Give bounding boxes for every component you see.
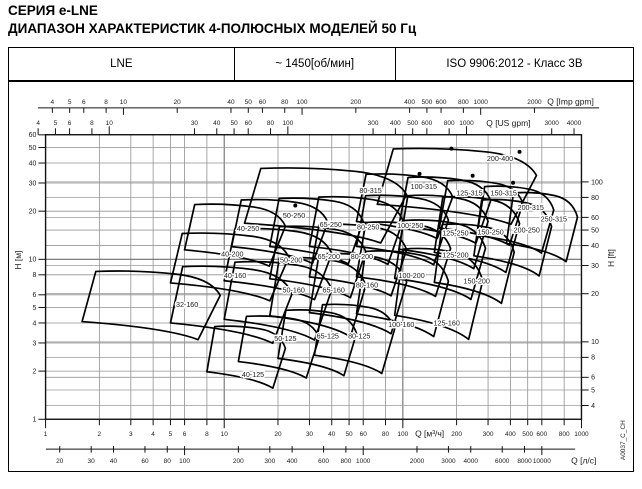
- us-gpm-tick-label: 300: [367, 119, 379, 127]
- pump-label-100-315: 100-315: [410, 182, 437, 191]
- bottom-l-tick-label: 400: [286, 458, 298, 466]
- curve-marker-dot: [471, 174, 475, 178]
- imp-gpm-tick-label: 6: [81, 98, 86, 106]
- pump-label-250-315: 250-315: [540, 215, 567, 224]
- header-cell-speed: ~ 1450[об/мин]: [234, 48, 396, 80]
- us-gpm-tick-label: 3000: [544, 119, 559, 127]
- imp-gpm-tick-label: 600: [435, 98, 447, 106]
- us-gpm-tick-label: 100: [282, 119, 294, 127]
- us-gpm-tick-label: 10: [105, 119, 113, 127]
- bottom-l-tick-label: 8000: [517, 458, 532, 466]
- bottom-m3h-tick-label: 300: [482, 431, 494, 439]
- left-axis-tick-label: 8: [32, 272, 37, 280]
- bottom-m3h-tick-label: 2: [97, 431, 102, 439]
- bottom-m3h-tick-label: 8: [205, 431, 209, 439]
- left-axis-tick-label: 5: [32, 304, 37, 312]
- header-cell-model: LNE: [110, 58, 133, 70]
- us-gpm-tick-label: 800: [443, 119, 455, 127]
- header-cell-standard: ISO 9906:2012 - Класс 3В: [446, 58, 583, 70]
- imp-gpm-tick-label: 100: [296, 98, 308, 106]
- us-gpm-tick-label: 40: [213, 119, 221, 127]
- right-axis-tick-label: 80: [591, 194, 599, 202]
- range-chart-svg: [9, 82, 633, 471]
- right-axis-tick-label: 30: [591, 262, 599, 270]
- imp-gpm-tick-label: 2000: [527, 98, 542, 106]
- right-axis-tick-label: 4: [591, 402, 596, 410]
- imp-gpm-tick-label: 60: [258, 98, 267, 106]
- pump-label-80-160: 80-160: [355, 281, 379, 290]
- curve-marker-dot: [449, 147, 453, 151]
- pump-label-40-200: 40-200: [221, 250, 244, 259]
- pump-label-32-160: 32-160: [175, 301, 199, 310]
- drawing-code: A0037_C_CH: [620, 420, 628, 461]
- bottom-l-tick-label: 80: [163, 458, 171, 466]
- pump-label-40-250: 40-250: [236, 224, 260, 233]
- bottom-l-tick-label: 800: [340, 458, 352, 466]
- left-axis-tick-label: 2: [32, 368, 37, 376]
- pump-label-80-315: 80-315: [359, 186, 382, 195]
- pump-label-125-160: 125-160: [433, 319, 460, 328]
- bottom-m3h-tick-label: 6: [182, 431, 187, 439]
- pump-label-50-125: 50-125: [274, 334, 297, 343]
- bottom-l-tick-label: 4000: [463, 458, 478, 466]
- us-gpm-tick-label: 30: [190, 119, 199, 127]
- imp-gpm-axis-title: Q [Imp gpm]: [547, 96, 594, 107]
- pump-label-80-250: 80-250: [357, 223, 380, 232]
- right-axis-tick-label: 60: [591, 214, 599, 222]
- bottom-l-tick-label: 30: [87, 458, 95, 466]
- pump-label-50-200: 50-200: [279, 256, 303, 265]
- left-axis-tick-label: 50: [28, 144, 37, 152]
- bottom-l-tick-label: 1000: [356, 458, 371, 466]
- left-axis-title: H [м]: [12, 250, 23, 270]
- bottom-m3h-tick-label: 4: [151, 431, 155, 439]
- chart-box: [8, 81, 634, 472]
- us-gpm-tick-label: 6: [67, 119, 72, 127]
- imp-gpm-tick-label: 4: [50, 98, 55, 106]
- bottom-m3h-tick-label: 3: [129, 431, 133, 439]
- curve-marker-dot: [293, 204, 297, 208]
- pump-region-32-160: [82, 271, 220, 340]
- curve-marker-dot: [511, 181, 515, 185]
- bottom-l-tick-label: 200: [232, 458, 244, 466]
- curve-marker-dot: [518, 150, 522, 154]
- bottom-m3h-tick-label: 50: [345, 431, 353, 439]
- pump-label-80-125: 80-125: [348, 332, 371, 341]
- imp-gpm-tick-label: 10: [119, 98, 128, 106]
- right-axis-tick-label: 6: [591, 374, 596, 382]
- pump-label-125-250: 125-250: [442, 229, 469, 238]
- bottom-l-tick-label: 6000: [495, 458, 510, 466]
- pump-label-200-400: 200-400: [486, 155, 514, 164]
- us-gpm-tick-label: 60: [244, 119, 252, 127]
- left-axis-tick-label: 1: [32, 416, 37, 424]
- right-axis-tick-label: 50: [591, 227, 599, 235]
- us-gpm-tick-label: 80: [266, 119, 275, 127]
- pump-label-50-250: 50-250: [282, 211, 306, 220]
- bottom-m3h-tick-label: 30: [305, 431, 314, 439]
- imp-gpm-tick-label: 80: [281, 98, 289, 106]
- pump-label-65-160: 65-160: [322, 286, 345, 295]
- pump-label-65-125: 65-125: [316, 332, 339, 341]
- pump-label-65-250: 65-250: [319, 220, 342, 229]
- right-axis-tick-label: 5: [591, 387, 596, 395]
- right-axis-tick-label: 20: [591, 291, 599, 299]
- pump-label-125-200: 125-200: [442, 251, 469, 260]
- imp-gpm-tick-label: 8: [104, 98, 108, 106]
- bottom-l-tick-label: 10000: [532, 458, 551, 466]
- us-gpm-tick-label: 1000: [459, 119, 474, 127]
- pump-label-200-250: 200-250: [513, 226, 540, 235]
- bottom-l-tick-label: 600: [318, 458, 329, 466]
- right-axis-tick-label: 40: [591, 242, 599, 250]
- imp-gpm-tick-label: 40: [227, 98, 235, 106]
- bottom-m3h-tick-label: 5: [168, 431, 173, 439]
- bottom-l-tick-label: 60: [141, 458, 149, 466]
- page-title-line1: СЕРИЯ e-LNE: [8, 3, 98, 18]
- bottom-m3h-tick-label: 80: [381, 431, 390, 439]
- bottom-m3h-tick-label: 10: [220, 431, 228, 439]
- right-axis-tick-label: 10: [591, 339, 599, 347]
- us-gpm-tick-label: 4000: [566, 119, 582, 127]
- us-gpm-axis-title: Q [US gpm]: [486, 117, 531, 128]
- pump-label-150-315: 150-315: [490, 189, 517, 198]
- left-axis-tick-label: 40: [28, 160, 37, 168]
- pump-label-100-250: 100-250: [397, 221, 424, 230]
- bottom-m3h-tick-label: 1000: [574, 431, 589, 439]
- left-axis-tick-label: 30: [28, 180, 37, 188]
- curve-marker-dot: [418, 172, 422, 176]
- us-gpm-tick-label: 5: [53, 119, 58, 127]
- bottom-l-tick-label: 300: [264, 458, 276, 466]
- imp-gpm-tick-label: 20: [173, 98, 181, 106]
- pump-label-40-160: 40-160: [223, 272, 247, 281]
- pump-label-200-315: 200-315: [517, 204, 544, 213]
- pump-label-40-125: 40-125: [241, 371, 265, 380]
- imp-gpm-tick-label: 500: [421, 98, 433, 106]
- bottom-m3h-tick-label: 1: [43, 431, 48, 439]
- bottom-m3h-tick-label: 40: [328, 431, 336, 439]
- us-gpm-tick-label: 500: [407, 119, 419, 127]
- pump-label-65-200: 65-200: [317, 252, 340, 261]
- right-axis-tick-label: 100: [591, 179, 603, 187]
- us-gpm-tick-label: 400: [389, 119, 401, 127]
- us-gpm-tick-label: 600: [421, 119, 433, 127]
- pump-label-80-200: 80-200: [350, 252, 374, 261]
- bottom-m3h-tick-label: 200: [451, 431, 463, 439]
- pump-region-50-125: [238, 316, 319, 378]
- right-axis-title: H [ft]: [606, 249, 617, 268]
- left-axis-tick-label: 3: [32, 340, 37, 348]
- bottom-m3h-tick-label: 60: [359, 431, 367, 439]
- left-axis-tick-label: 20: [28, 208, 37, 216]
- pump-label-100-200: 100-200: [398, 272, 425, 281]
- bottom-l-tick-label: 3000: [441, 458, 456, 466]
- left-axis-tick-label: 60: [28, 132, 37, 140]
- header-table: [8, 47, 634, 81]
- us-gpm-tick-label: 4: [36, 119, 40, 127]
- bottom-l-tick-label: 20: [56, 458, 64, 466]
- bottom-m3h-tick-label: 800: [558, 431, 570, 439]
- pump-label-150-250: 150-250: [477, 228, 504, 237]
- imp-gpm-tick-label: 800: [457, 98, 469, 106]
- bottom-m3h-axis-title: Q [м³/ч]: [415, 428, 445, 439]
- imp-gpm-tick-label: 1000: [473, 98, 488, 106]
- bottom-m3h-tick-label: 100: [397, 431, 409, 439]
- left-axis-tick-label: 6: [32, 292, 37, 300]
- imp-gpm-tick-label: 400: [404, 98, 416, 106]
- bottom-m3h-tick-label: 600: [536, 431, 548, 439]
- us-gpm-tick-label: 8: [90, 119, 94, 127]
- page-title-line2: ДИАПАЗОН ХАРАКТЕРИСТИК 4-ПОЛЮСНЫХ МОДЕЛЕЙ 50 Гц: [8, 21, 417, 36]
- bottom-m3h-tick-label: 400: [504, 431, 516, 439]
- pump-label-50-160: 50-160: [282, 286, 305, 295]
- pump-label-150-200: 150-200: [463, 277, 490, 286]
- bottom-l-tick-label: 40: [109, 458, 118, 466]
- pump-label-100-160: 100-160: [388, 321, 415, 330]
- left-axis-tick-label: 10: [28, 256, 37, 264]
- imp-gpm-tick-label: 200: [350, 98, 362, 106]
- bottom-m3h-tick-label: 500: [522, 431, 534, 439]
- us-gpm-tick-label: 50: [230, 119, 238, 127]
- left-axis-tick-label: 4: [32, 320, 37, 328]
- bottom-m3h-tick-label: 20: [274, 431, 282, 439]
- imp-gpm-tick-label: 5: [67, 98, 72, 106]
- right-axis-tick-label: 8: [591, 354, 596, 362]
- bottom-l-axis-title: Q [л/с]: [571, 455, 597, 466]
- pump-label-125-315: 125-315: [456, 189, 483, 198]
- bottom-l-tick-label: 2000: [409, 458, 425, 466]
- imp-gpm-tick-label: 50: [244, 98, 252, 106]
- bottom-l-tick-label: 100: [179, 458, 190, 466]
